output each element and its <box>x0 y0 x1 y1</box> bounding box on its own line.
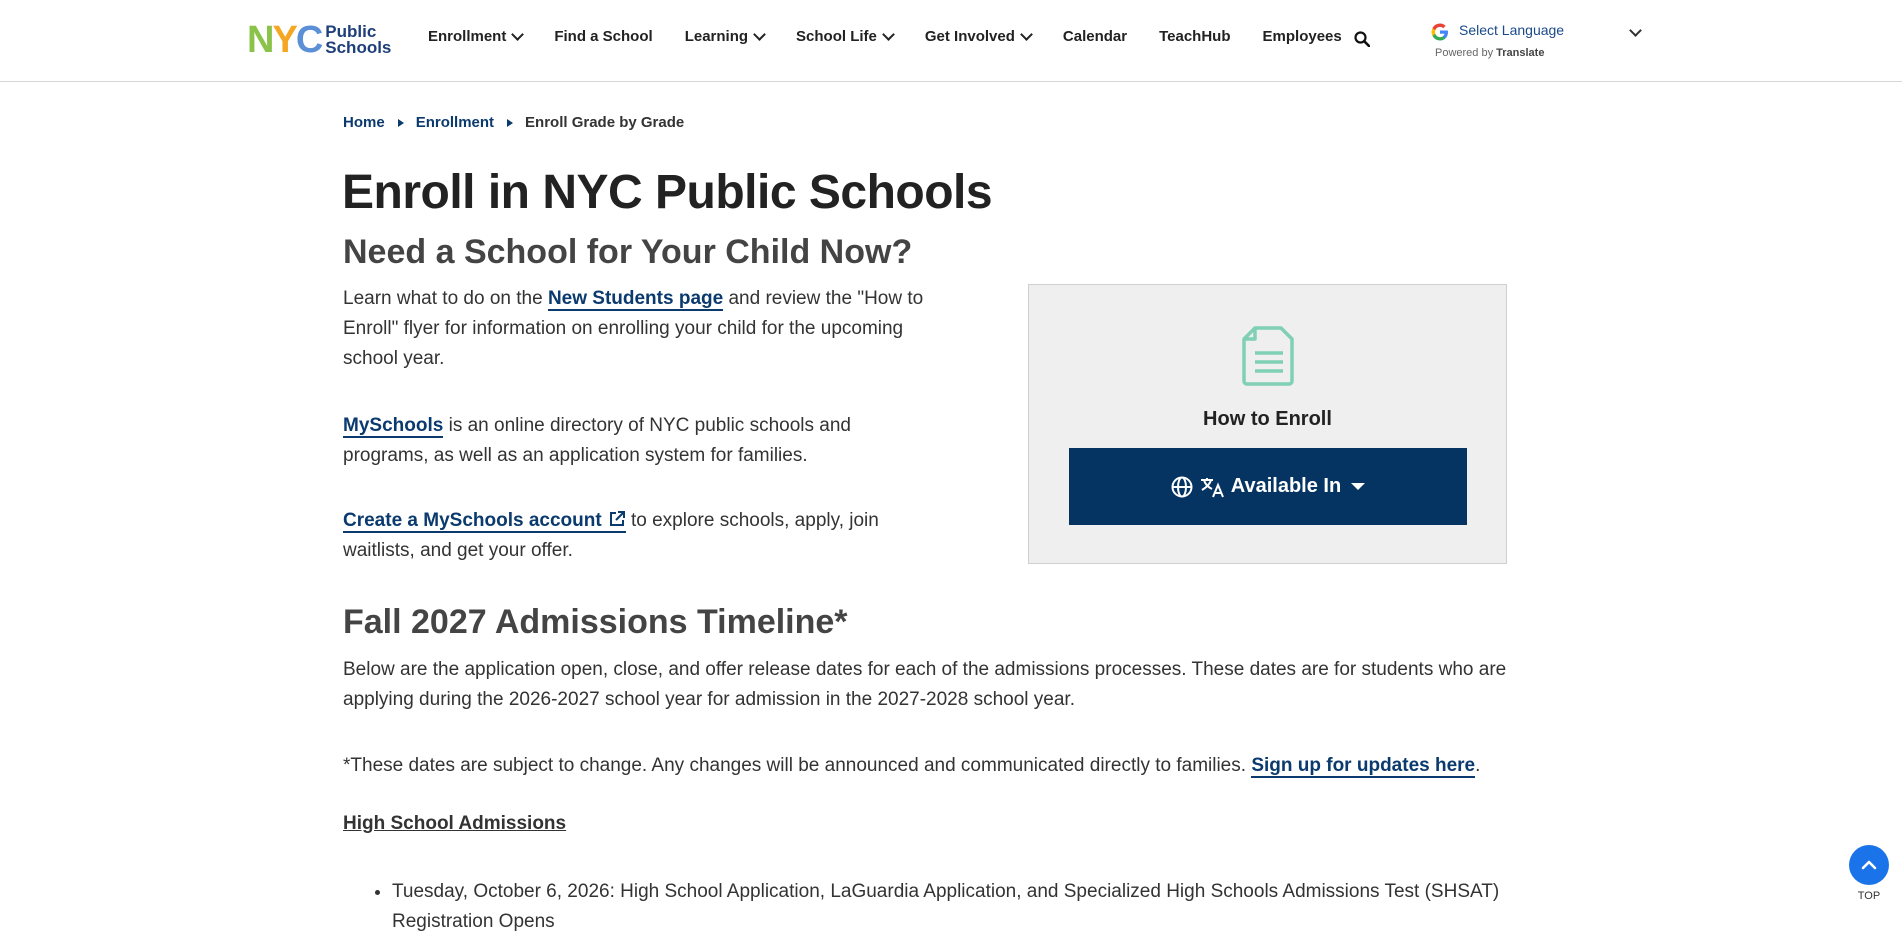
document-icon <box>1241 325 1295 387</box>
nav-employees[interactable]: Employees <box>1262 28 1342 45</box>
nav-school-life[interactable]: School Life <box>796 28 893 45</box>
new-students-link[interactable]: New Students page <box>547 288 724 309</box>
create-account-paragraph: Create a MySchools account to explore schools, apply, join waitlists, and get your offer. <box>343 510 879 561</box>
list-item: • Tuesday, October 6, 2026: High School Application, LaGuardia Application, and Specialized High Schools Admissions Test (SHSAT) Registration Opens <box>392 877 1582 937</box>
nav-teachhub[interactable]: TeachHub <box>1159 28 1231 45</box>
chevron-down-icon <box>1020 28 1033 41</box>
logo-text: Public Schools <box>325 22 392 57</box>
powered-by-translate: Powered by Translate <box>1435 47 1545 59</box>
chevron-down-icon <box>882 28 895 41</box>
translate-icon <box>1199 476 1225 498</box>
card-title: How to Enroll <box>1203 408 1332 430</box>
nav-learning[interactable]: Learning <box>685 28 764 45</box>
nav-calendar[interactable]: Calendar <box>1062 28 1128 45</box>
how-to-enroll-card <box>1028 284 1507 564</box>
logo-mark: N Y C <box>247 19 322 61</box>
chevron-down-icon <box>1629 24 1642 37</box>
nyc-public-schools-logo[interactable] <box>247 20 391 60</box>
caret-down-icon <box>1351 483 1365 490</box>
high-school-admissions-heading: High School Admissions <box>343 813 567 834</box>
back-to-top-label: TOP <box>1857 890 1881 902</box>
timeline-heading: Fall 2027 Admissions Timeline* <box>343 603 848 641</box>
search-icon[interactable] <box>1354 31 1370 47</box>
timeline-note: *These dates are subject to change. Any changes will be announced and communicated directly to families. Sign up for updates here. <box>343 755 1481 776</box>
nav-find-a-school[interactable]: Find a School <box>554 28 653 45</box>
sign-up-updates-link[interactable]: Sign up for updates here <box>1251 755 1476 776</box>
new-students-paragraph: Learn what to do on the New Students page and review the "How to Enroll" flyer for information on enrolling your child for the upcoming school year. <box>343 288 924 369</box>
chevron-down-icon <box>511 28 524 41</box>
breadcrumb-current: Enroll Grade by Grade <box>525 114 685 131</box>
main-nav <box>428 28 1374 45</box>
google-g-icon <box>1430 22 1450 42</box>
breadcrumb-enrollment[interactable]: Enrollment <box>415 114 495 131</box>
nav-enrollment[interactable]: Enrollment <box>428 28 522 45</box>
need-school-heading: Need a School for Your Child Now? <box>343 233 913 271</box>
breadcrumb-arrow-icon <box>398 119 404 127</box>
chevron-down-icon <box>753 28 766 41</box>
breadcrumb-home[interactable]: Home <box>343 114 385 131</box>
back-to-top-button[interactable] <box>1849 845 1889 885</box>
timeline-intro: Below are the application open, close, and offer release dates for each of the admissions processes. These dates are for students who are applying during the 2026-2027 school year for admission in the 2027-2028 school year. <box>343 659 1507 710</box>
admissions-list <box>373 877 1582 937</box>
nav-get-involved[interactable]: Get Involved <box>925 28 1031 45</box>
available-in-button[interactable]: Available In <box>1069 448 1467 525</box>
myschools-paragraph: MySchools is an online directory of NYC public schools and programs, as well as an application system for families. <box>343 415 851 466</box>
page-title: Enroll in NYC Public Schools <box>342 166 993 219</box>
create-account-link[interactable]: Create a MySchools account <box>343 510 626 533</box>
globe-icon <box>1171 476 1193 498</box>
language-selector[interactable]: Select Language Powered by Translate <box>1430 20 1646 64</box>
external-link-icon <box>608 510 626 528</box>
chevron-up-icon <box>1860 856 1878 874</box>
myschools-link[interactable]: MySchools <box>343 415 444 436</box>
site-header <box>0 0 1902 82</box>
breadcrumb <box>343 114 684 131</box>
breadcrumb-arrow-icon <box>507 119 513 127</box>
